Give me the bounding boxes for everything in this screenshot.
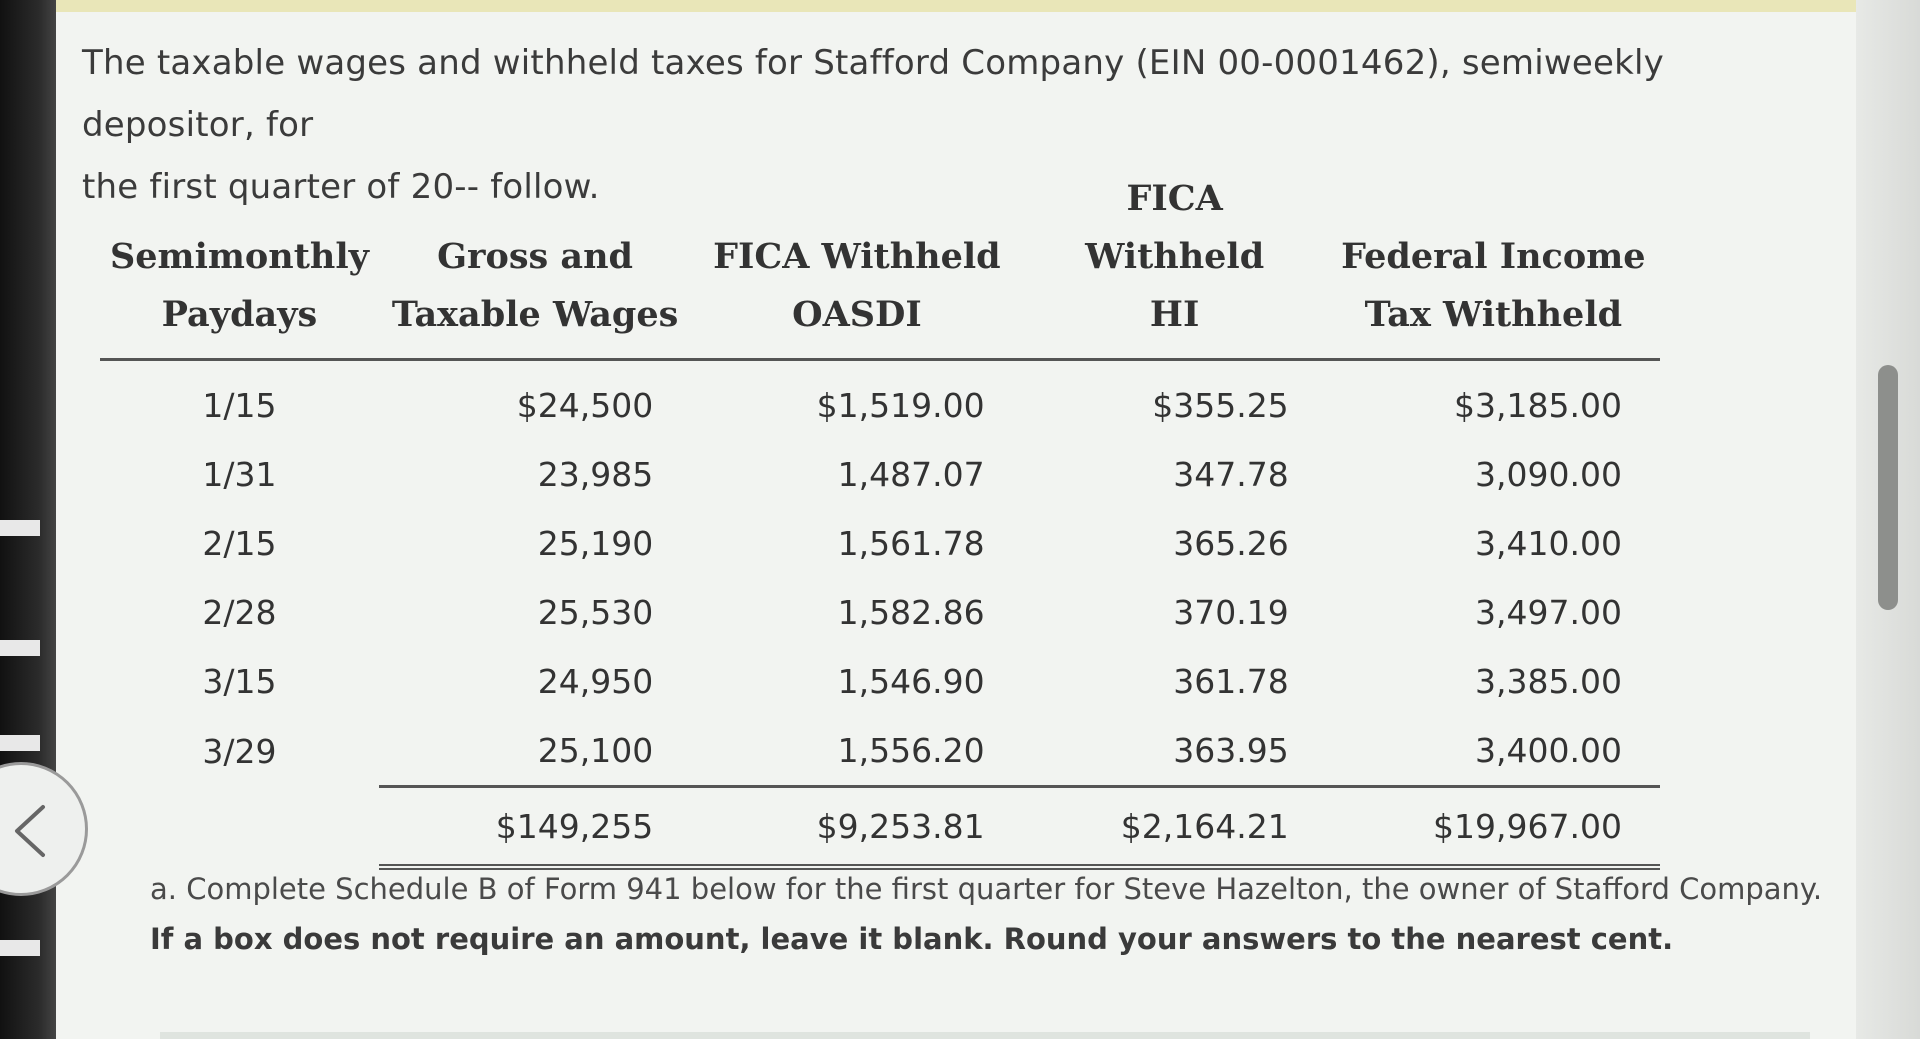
answer-area-top (160, 1032, 1810, 1039)
totals-row (100, 787, 1660, 868)
bezel-stripe (0, 520, 40, 536)
fit-cell: 3,090.00 (1475, 455, 1622, 494)
hi-cell: 370.19 (1173, 593, 1289, 632)
payday-cell: 2/15 (202, 524, 277, 563)
chevron-left-icon (9, 801, 49, 861)
header-fit: Federal Income Tax Withheld (1327, 170, 1660, 360)
fit-cell: 3,497.00 (1475, 593, 1622, 632)
intro-line-1: The taxable wages and withheld taxes for Stafford Company (EIN 00-0001462), semiweekly depositor, for (82, 43, 1664, 145)
payday-cell: 1/31 (202, 455, 277, 494)
payroll-table (100, 170, 1660, 870)
instruction-bold-text: If a box does not require an amount, leave it blank. Round your answers to the nearest cent. (150, 922, 1674, 956)
oasdi-cell: 1,556.20 (837, 731, 985, 770)
wages-cell: 24,950 (537, 662, 654, 701)
table-row (100, 509, 1660, 578)
payday-cell: 3/15 (202, 662, 277, 701)
payday-cell: 1/15 (202, 386, 277, 425)
fit-cell: 3,400.00 (1475, 731, 1622, 770)
content-area (56, 12, 1856, 1039)
oasdi-cell: 1,546.90 (837, 662, 985, 701)
bezel-stripe (0, 640, 40, 656)
wages-cell: 25,100 (537, 731, 654, 770)
bezel-stripe (0, 735, 40, 751)
oasdi-cell: 1,582.86 (837, 593, 985, 632)
hi-cell: 365.26 (1173, 524, 1289, 563)
wages-cell: 23,985 (537, 455, 654, 494)
wages-cell: 25,190 (537, 524, 654, 563)
header-wages: Gross and Taxable Wages (379, 170, 691, 360)
instruction-text: a. Complete Schedule B of Form 941 below for the first quarter for Steve Hazelton, the owner of Stafford Company. (150, 872, 1823, 906)
header-paydays: Semimonthly Paydays (100, 170, 379, 360)
bezel-stripe (0, 940, 40, 956)
table-row (100, 578, 1660, 647)
payday-cell: 2/28 (202, 593, 277, 632)
hi-cell: 361.78 (1173, 662, 1289, 701)
totals-empty-cell (100, 787, 379, 868)
fit-cell: 3,410.00 (1475, 524, 1622, 563)
table-row (100, 360, 1660, 441)
header-hi: FICA Withheld HI (1023, 170, 1327, 360)
oasdi-cell: 1,487.07 (837, 455, 985, 494)
hi-cell: 347.78 (1173, 455, 1289, 494)
total-fit-cell: $19,967.00 (1327, 787, 1660, 868)
total-hi-cell: $2,164.21 (1023, 787, 1327, 868)
header-oasdi: FICA Withheld OASDI (691, 170, 1022, 360)
instruction-paragraph (150, 864, 1830, 964)
oasdi-cell: 1,561.78 (837, 524, 985, 563)
table-row (100, 440, 1660, 509)
hi-cell: $355.25 (1152, 386, 1289, 425)
scrollbar-thumb[interactable] (1878, 365, 1898, 610)
hi-cell: 363.95 (1173, 731, 1289, 770)
wages-cell: 25,530 (537, 593, 654, 632)
payday-cell: 3/29 (202, 731, 277, 771)
table-row (100, 716, 1660, 787)
total-oasdi-cell: $9,253.81 (691, 787, 1022, 868)
oasdi-cell: $1,519.00 (816, 386, 985, 425)
fit-cell: $3,185.00 (1454, 386, 1622, 425)
fit-cell: 3,385.00 (1475, 662, 1622, 701)
wages-cell: $24,500 (516, 386, 654, 425)
intro-line-2: the first quarter of 20-- follow. (82, 167, 600, 207)
top-bar (0, 0, 1920, 12)
table-row (100, 647, 1660, 716)
table-header-row (100, 170, 1660, 360)
total-wages-cell: $149,255 (379, 787, 691, 868)
